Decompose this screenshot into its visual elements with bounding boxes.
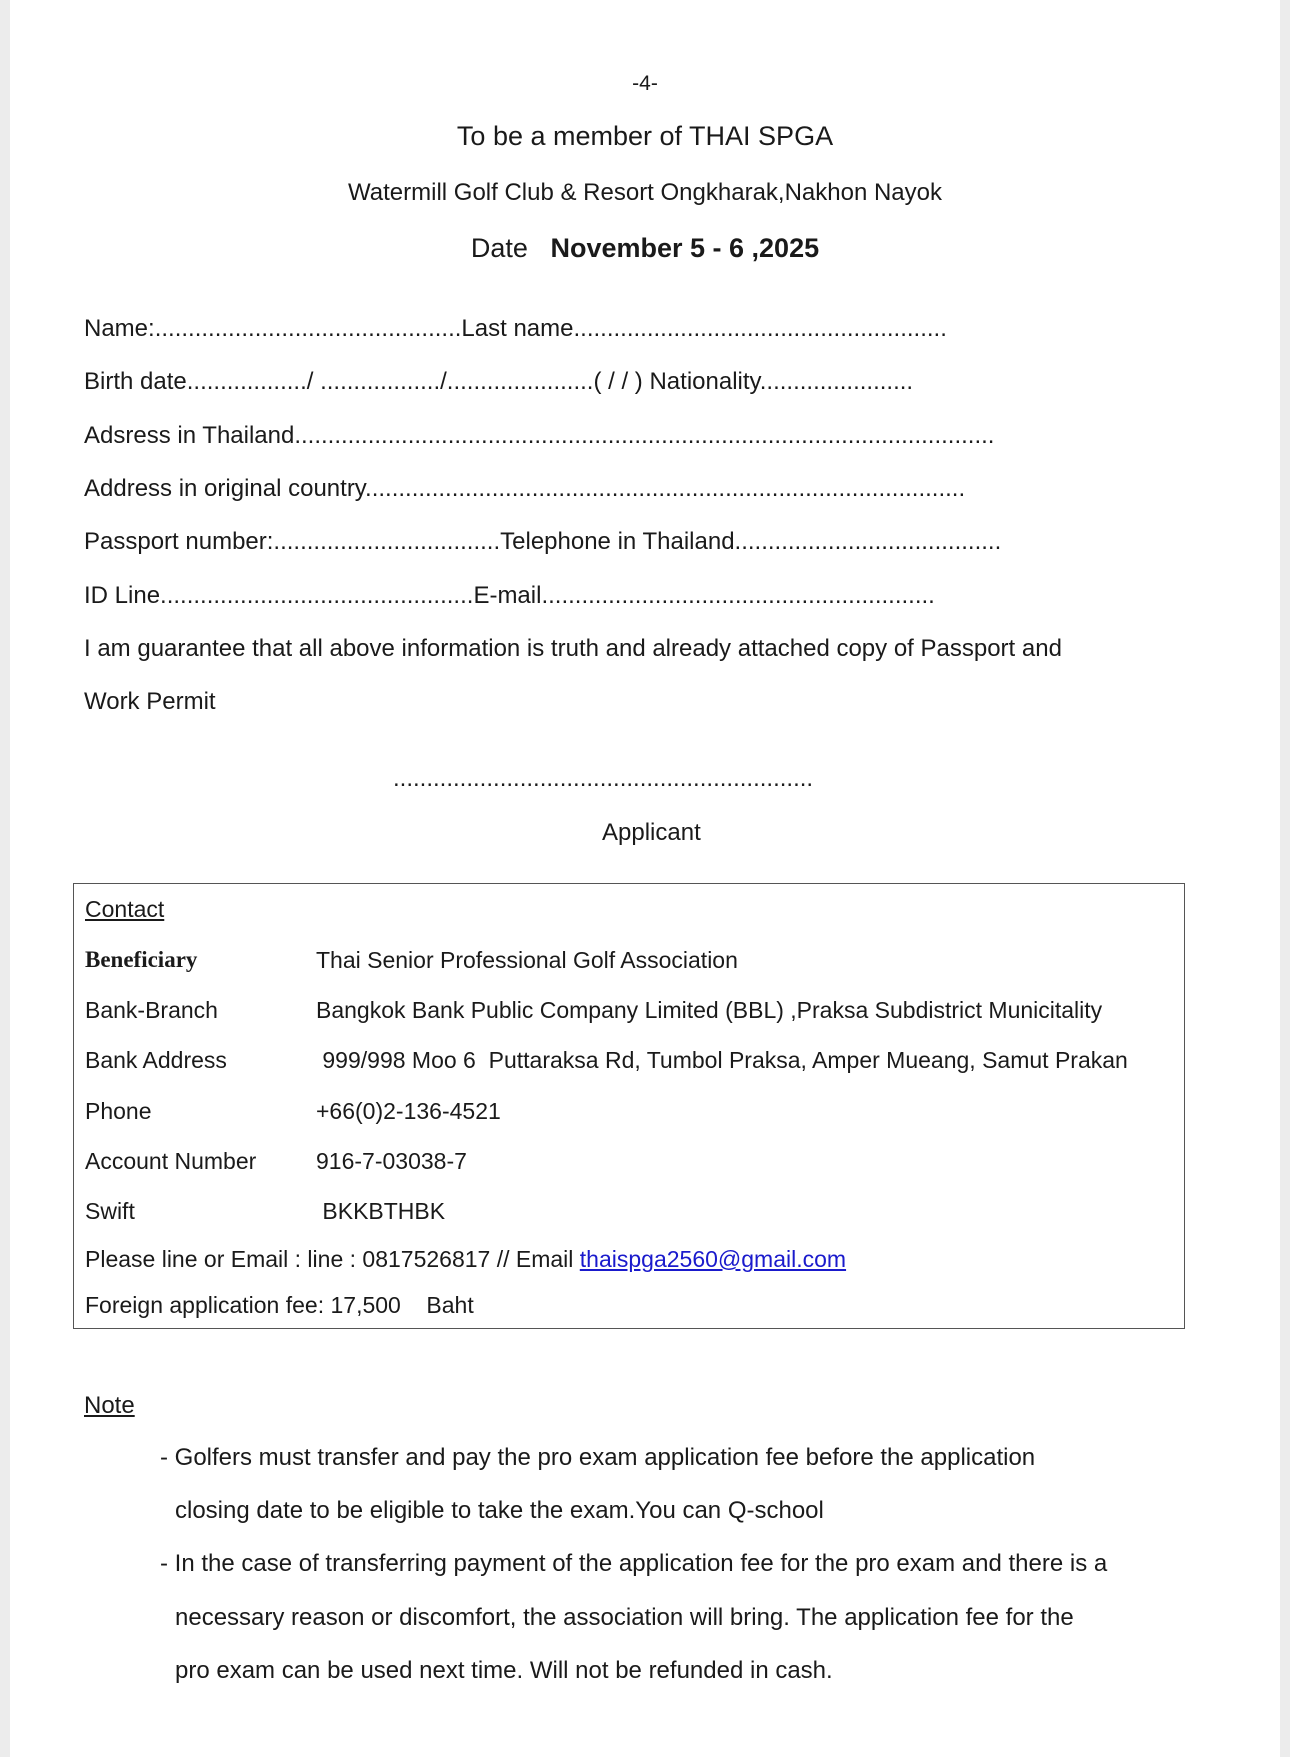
note-line: - Golfers must transfer and pay the pro exam application fee before the application [160, 1444, 1036, 1471]
contact-line-email [85, 1246, 846, 1273]
signature-line[interactable]: ............................................................... [393, 765, 814, 792]
name-field[interactable]: Name:..............................................Last name........................................................ [84, 315, 947, 342]
phone-value: +66(0)2-136-4521 [316, 1098, 501, 1124]
bank-address-label: Bank Address [85, 1047, 227, 1073]
account-number-value: 916-7-03038-7 [316, 1148, 467, 1174]
page-title: To be a member of THAI SPGA [456, 121, 834, 151]
email-link[interactable]: thaispga2560@gmail.com [579, 1246, 847, 1272]
contact-line-text: Please line or Email : line : 0817526817 // Email [85, 1246, 580, 1272]
phone-label: Phone [85, 1098, 152, 1124]
passport-telephone-field[interactable]: Passport number:..................................Telephone in Thailand........................................ [84, 528, 1002, 555]
note-line: necessary reason or discomfort, the association will bring. The application fee for the [175, 1604, 1074, 1631]
signature-label: Applicant [602, 819, 701, 846]
idline-email-field[interactable]: ID Line...............................................E-mail........................................................... [84, 582, 935, 609]
beneficiary-value: Thai Senior Professional Golf Association [316, 947, 738, 973]
application-fee: Foreign application fee: 17,500 Baht [85, 1292, 474, 1318]
note-line: pro exam can be used next time. Will not be refunded in cash. [175, 1657, 833, 1684]
account-number-label: Account Number [85, 1148, 257, 1174]
bank-branch-value: Bangkok Bank Public Company Limited (BBL) ,Praksa Subdistrict Municitality [316, 997, 1103, 1023]
bank-address-value: 999/998 Moo 6 Puttaraksa Rd, Tumbol Praksa, Amper Mueang, Samut Prakan [316, 1047, 1128, 1073]
guarantee-text-cont: Work Permit [84, 688, 216, 715]
page-number: -4- [632, 72, 658, 95]
contact-box [73, 883, 1185, 1329]
contact-heading: Contact [85, 896, 165, 922]
date-label: Date [470, 233, 528, 263]
note-heading: Note [84, 1392, 135, 1419]
swift-label: Swift [85, 1198, 135, 1224]
address-original-field[interactable]: Address in original country.......................................................................................... [84, 475, 966, 502]
date-value: November 5 - 6 ,2025 [550, 233, 820, 263]
beneficiary-label: Beneficiary [85, 947, 198, 972]
document-page [10, 0, 1280, 1757]
note-line: closing date to be eligible to take the exam.You can Q-school [175, 1497, 824, 1524]
bank-branch-label: Bank-Branch [85, 997, 218, 1023]
event-date [0, 234, 1290, 262]
address-thailand-field[interactable]: Adsress in Thailand......................................................................................................... [84, 422, 995, 449]
birthdate-nationality-field[interactable]: Birth date................../ ................../......................( / / ) Nationality....................... [84, 368, 914, 395]
note-line: - In the case of transferring payment of the application fee for the pro exam and there is a [160, 1550, 1108, 1577]
swift-value: BKKBTHBK [316, 1198, 446, 1224]
guarantee-text: I am guarantee that all above information is truth and already attached copy of Passport and [84, 635, 1062, 662]
venue: Watermill Golf Club & Resort Ongkharak,Nakhon Nayok [348, 179, 942, 206]
